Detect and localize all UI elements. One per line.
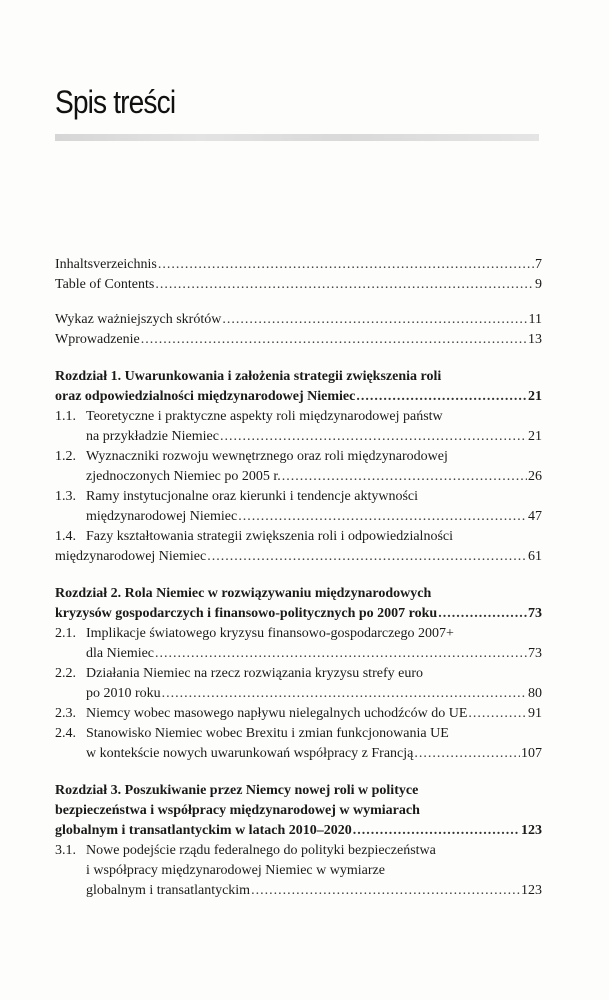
section-title-line: po 2010 roku — [86, 686, 161, 701]
page-number: 21 — [528, 429, 542, 444]
page-number: 123 — [521, 883, 542, 898]
section-1-2[interactable] — [55, 447, 542, 487]
page-number: 80 — [528, 686, 542, 701]
section-1-3[interactable] — [55, 487, 542, 527]
chapter-title-line: Rozdział 1. Uwarunkowania i założenia strategii zwiększenia roli — [55, 369, 442, 384]
page-number: 9 — [535, 277, 542, 292]
section-title-line: na przykładzie Niemiec — [86, 429, 219, 444]
section-title-line: międzynarodowej Niemiec — [86, 509, 238, 524]
section-title-line: dla Niemiec — [86, 646, 155, 661]
chapter-title-line: oraz odpowiedzialności międzynarodowej Niemiec — [55, 389, 356, 404]
section-number: 3.1. — [55, 843, 76, 858]
section-number: 2.3. — [55, 706, 76, 721]
dot-leader — [238, 507, 527, 527]
dot-leader — [468, 704, 527, 724]
chapter-3[interactable] — [55, 781, 542, 841]
page-number: 91 — [528, 706, 542, 721]
toc-entry-abbreviations[interactable] — [55, 310, 542, 330]
section-title-line: zjednoczonych Niemiec po 2005 r. — [86, 469, 281, 484]
section-title-line: Wyznaczniki rozwoju wewnętrznego oraz roli międzynarodowej — [86, 449, 448, 464]
page-number: 73 — [528, 646, 542, 661]
section-2-3[interactable] — [55, 704, 542, 724]
title-divider — [55, 134, 539, 141]
entry-label: Table of Contents — [55, 277, 155, 292]
section-title-line: Teoretyczne i praktyczne aspekty roli międzynarodowej państw — [86, 409, 443, 424]
entry-label: Inhaltsverzeichnis — [55, 257, 157, 272]
dot-leader — [251, 881, 520, 901]
page-number: 123 — [521, 823, 542, 838]
chapter-title-line: globalnym i transatlantyckim w latach 2010–2020 — [55, 823, 352, 838]
section-number: 1.4. — [55, 529, 76, 544]
entry-label: Wprowadzenie — [55, 332, 140, 347]
dot-leader — [155, 644, 527, 664]
section-title-line: Niemcy wobec masowego napływu nielegalnych uchodźców do UE — [86, 706, 468, 721]
section-number: 2.2. — [55, 666, 76, 681]
toc-entry-inhaltsverzeichnis[interactable] — [55, 255, 542, 275]
dot-leader — [141, 330, 527, 350]
chapter-title-line: Rozdział 3. Poszukiwanie przez Niemcy nowej roli w polityce — [55, 783, 419, 798]
section-title-line: Stanowisko Niemiec wobec Brexitu i zmian funkcjonowania UE — [86, 726, 449, 741]
section-2-4[interactable] — [55, 724, 542, 764]
page-number: 26 — [528, 469, 542, 484]
page-number: 11 — [528, 312, 542, 327]
page-title: Spis treści — [55, 84, 176, 120]
section-number: 2.4. — [55, 726, 76, 741]
section-1-1[interactable] — [55, 407, 542, 447]
dot-leader — [222, 310, 527, 330]
dot-leader — [220, 427, 527, 447]
section-number: 1.1. — [55, 409, 76, 424]
section-number: 1.3. — [55, 489, 76, 504]
dot-leader — [207, 547, 527, 567]
section-1-4[interactable] — [55, 527, 542, 567]
section-title-line: międzynarodowej Niemiec — [55, 549, 207, 564]
page-number: 13 — [528, 332, 542, 347]
page-number: 107 — [521, 746, 542, 761]
section-2-1[interactable] — [55, 624, 542, 664]
dot-leader — [158, 255, 534, 275]
section-number: 1.2. — [55, 449, 76, 464]
page-number: 47 — [528, 509, 542, 524]
dot-leader — [155, 275, 534, 295]
section-title-line: globalnym i transatlantyckim — [86, 883, 251, 898]
chapter-title-line: kryzysów gospodarczych i finansowo-politycznych po 2007 roku — [55, 606, 438, 621]
page-number: 7 — [535, 257, 542, 272]
entry-label: Wykaz ważniejszych skrótów — [55, 312, 222, 327]
section-title-line: Implikacje światowego kryzysu finansowo-gospodarczego 2007+ — [86, 626, 454, 641]
section-title-line: Działania Niemiec na rzecz rozwiązania kryzysu strefy euro — [86, 666, 423, 681]
section-title-line: i współpracy międzynarodowej Niemiec w wymiarze — [86, 863, 385, 878]
page-number: 61 — [528, 549, 542, 564]
dot-leader — [353, 821, 520, 841]
chapter-title-line: Rozdział 2. Rola Niemiec w rozwiązywaniu międzynarodowych — [55, 586, 432, 601]
dot-leader — [414, 744, 520, 764]
section-2-2[interactable] — [55, 664, 542, 704]
table-of-contents — [55, 255, 542, 901]
chapter-title-line: bezpieczeństwa i współpracy międzynarodowej w wymiarach — [55, 803, 420, 818]
dot-leader — [282, 467, 527, 487]
toc-entry-table-of-contents[interactable] — [55, 275, 542, 295]
section-title-line: Fazy kształtowania strategii zwiększenia roli i odpowiedzialności — [86, 529, 453, 544]
section-title-line: w kontekście nowych uwarunkowań współpracy z Francją — [86, 746, 414, 761]
dot-leader — [356, 387, 527, 407]
toc-entry-introduction[interactable] — [55, 330, 542, 350]
dot-leader — [438, 604, 527, 624]
section-title-line: Nowe podejście rządu federalnego do polityki bezpieczeństwa — [86, 843, 436, 858]
section-title-line: Ramy instytucjonalne oraz kierunki i tendencje aktywności — [86, 489, 419, 504]
section-number: 2.1. — [55, 626, 76, 641]
chapter-2[interactable] — [55, 584, 542, 624]
chapter-1[interactable] — [55, 367, 542, 407]
page-number: 21 — [528, 389, 542, 404]
section-3-1[interactable] — [55, 841, 542, 901]
dot-leader — [162, 684, 527, 704]
page-number: 73 — [528, 606, 542, 621]
